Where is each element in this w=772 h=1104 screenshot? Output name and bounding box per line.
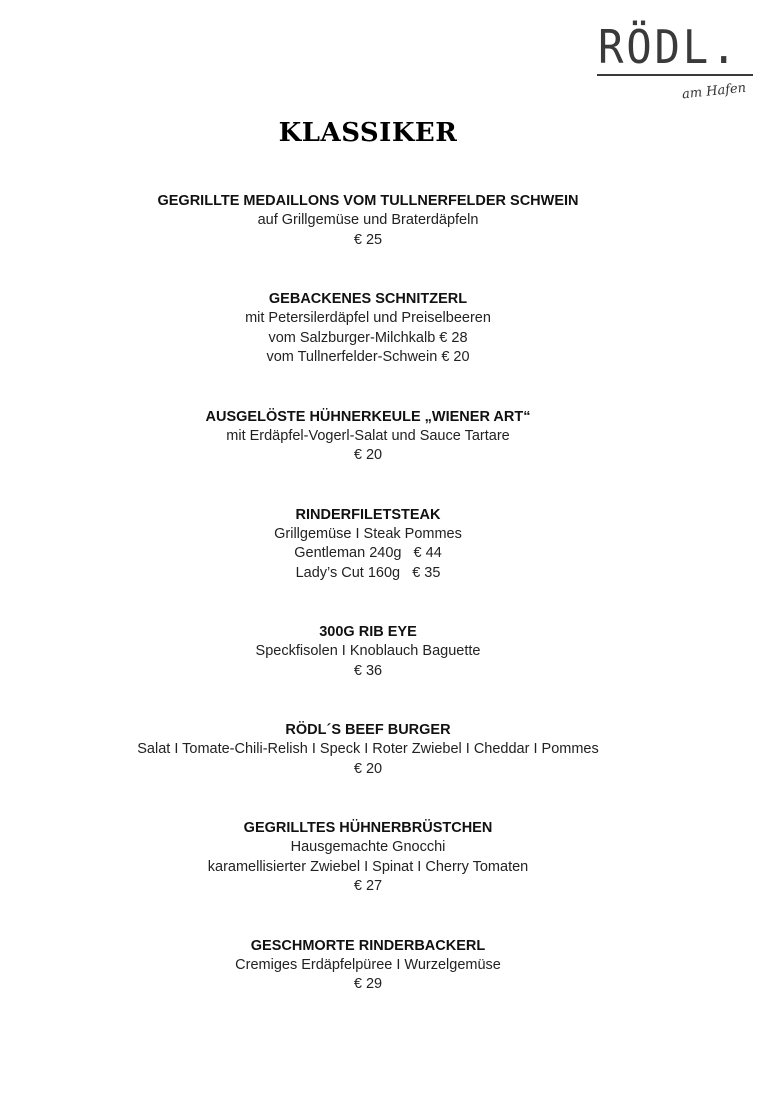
logo-tagline: am Hafen [681,80,747,103]
menu-item [0,720,736,779]
menu-item [0,818,736,897]
restaurant-logo [596,20,756,110]
menu-item-detail: mit Erdäpfel-Vogerl-Salat und Sauce Tartare [226,427,510,444]
menu-item-name: GEGRILLTE MEDAILLONS VOM TULLNERFELDER SCHWEIN [157,193,579,209]
menu-item-detail: Hausgemachte Gnocchi [290,839,446,855]
menu-item [0,407,736,466]
menu-item-detail: auf Grillgemüse und Braterdäpfeln [257,212,479,228]
menu-item-detail: vom Salzburger-Milchkalb € 28 [268,329,468,346]
menu-item-detail: Lady’s Cut 160g € 35 [295,564,441,581]
menu-item-detail: Speckfisolen I Knoblauch Baguette [255,643,481,659]
menu-item-name: RÖDL´S BEEF BURGER [285,722,451,738]
logo-wordmark: RÖDL. [598,20,740,74]
menu-item-detail: vom Tullnerfelder-Schwein € 20 [266,349,470,365]
menu-item-detail: Salat I Tomate-Chili-Relish I Speck I Roter Zwiebel I Cheddar I Pommes [137,741,599,757]
menu-section-title: KLASSIKER [278,118,458,148]
menu-item-detail: € 20 [353,447,383,463]
menu-item-detail: € 27 [353,878,383,894]
menu-item-name: 300G RIB EYE [319,624,417,640]
menu-item-name: GEGRILLTES HÜHNERBRÜSTCHEN [243,820,493,836]
menu-item [0,191,736,250]
menu-item-detail: mit Petersilerdäpfel und Preiselbeeren [245,310,491,326]
logo-underline [597,74,753,76]
menu-item-detail: € 29 [353,976,383,992]
menu-item-name: RINDERFILETSTEAK [295,506,441,523]
menu-item [0,622,736,681]
menu-item-detail: € 36 [353,662,383,679]
menu-item [0,936,736,995]
menu-item-detail: Grillgemüse I Steak Pommes [274,525,462,542]
menu-item-name: GEBACKENES SCHNITZERL [268,291,468,307]
menu-item-name: AUSGELÖSTE HÜHNERKEULE „WIENER ART“ [205,408,531,425]
menu-item-detail: Cremiges Erdäpfelpüree I Wurzelgemüse [235,956,501,973]
menu-list [0,191,736,1034]
menu-item-detail: € 25 [353,231,383,248]
menu-item-name: GESCHMORTE RINDERBACKERL [250,937,486,954]
menu-item-detail: € 20 [353,760,383,777]
menu-item-detail: Gentleman 240g € 44 [294,545,442,561]
menu-item [0,505,736,584]
menu-item-detail: karamellisierter Zwiebel I Spinat I Cherry Tomaten [207,858,529,875]
menu-item [0,289,736,368]
